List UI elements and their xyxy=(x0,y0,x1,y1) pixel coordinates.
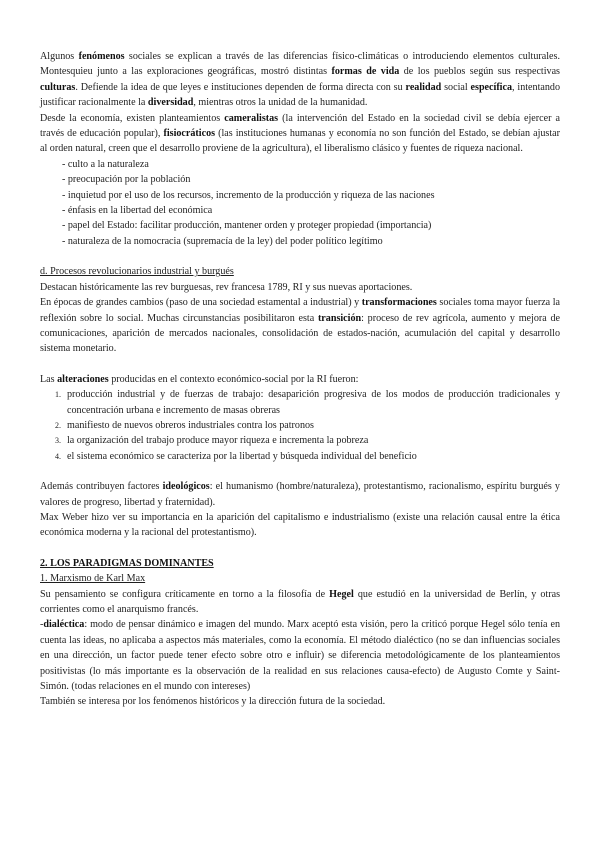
section-d-intro-line: Destacan históricamente las rev burguesas, rev francesa 1789, RI y sus nuevas aportaciones. xyxy=(40,281,413,293)
bold-term: fenómenos xyxy=(78,51,125,62)
marxism-hegel-paragraph: Su pensamiento se configura críticamente en torno a la filosofía de Hegel que estudió en la universidad de Berlín, y otras corrientes como el anarquismo francés. xyxy=(40,588,560,615)
list-item: 3. la organización del trabajo produce mayor riqueza e incrementa la pobreza xyxy=(63,433,560,448)
list-item: - preocupación por la población xyxy=(62,174,191,186)
section-d-heading: d. Procesos revolucionarios industrial y burgués xyxy=(40,266,234,278)
max-weber-paragraph: Max Weber hizo ver su importancia en la aparición del capitalismo e industrialismo (existe una relación causal entre la ética económica moderna y la racional del protestantismo). xyxy=(40,511,560,539)
historical-interest-paragraph: También se interesa por los fenómenos históricos y la dirección futura de la sociedad. xyxy=(40,696,386,708)
list-item: - énfasis en la libertad del económica xyxy=(62,205,213,217)
bold-term: alteraciones xyxy=(57,373,109,385)
economic-points-list xyxy=(40,157,560,249)
bold-term: formas de vida xyxy=(331,66,400,78)
alterations-list xyxy=(40,387,560,464)
list-item: - inquietud por el uso de los recursos, incremento de la producción y riqueza de las naciones xyxy=(62,189,435,201)
bold-term: transición xyxy=(317,312,362,324)
intro-paragraph-economia: Desde la economía, existen planteamientos cameralistas (la intervención del Estado en la sociedad civil se debía ejercer a través de educación popular), fisiocráticos (las instituciones humanas y economía no son función del Estado, se debían ajustar al orden natural, creen que el desarrollo proviene de la agricultura), el liberalismo clásico y fuentes de riqueza nacional. xyxy=(40,112,561,155)
marxism-subheading: 1. Marxismo de Karl Max xyxy=(40,573,146,585)
bold-term: diversidad xyxy=(147,97,194,109)
bold-term: transformaciones xyxy=(361,297,437,309)
list-item: 4. el sistema económico se caracteriza por la libertad y búsqueda individual del beneficio xyxy=(63,449,560,464)
bold-term: específica xyxy=(470,81,513,93)
list-item: - papel del Estado: facilitar producción, mantener orden y proteger propiedad (importancia) xyxy=(62,220,432,232)
bold-term: realidad xyxy=(405,81,442,93)
list-item: 2. manifiesto de nuevos obreros industriales contra los patronos xyxy=(63,418,560,433)
bold-term: dialéctica xyxy=(43,619,85,631)
list-item: - naturaleza de la nomocracia (supremacía de la ley) del poder político legítimo xyxy=(62,235,383,247)
alterations-intro: Las alteraciones producidas en el contexto económico-social por la RI fueron: xyxy=(40,373,359,385)
bold-term: Hegel xyxy=(329,588,354,600)
bold-term: culturas xyxy=(40,81,76,93)
dialectics-paragraph: -dialéctica: modo de pensar dinámico e imagen del mundo. Marx aceptó esta visión, pero la criticó porque Hegel sólo tenía en cuenta las ideas, no aplicaba a aspectos más materiales, como la economía. El método dialéctico (no se dan influencias sociales en una dirección, un factor puede tener efecto sobre otro e influir) se diferencia metodológicamente de los planteamientos positivistas (lo más importante es la observación de la realidad en sus relaciones causa-efecto) de Augusto Comte y Saint-Simón. (todas relaciones en el mundo con intereses) xyxy=(40,619,560,693)
ideological-factors-paragraph: Además contribuyen factores ideológicos: el humanismo (hombre/naturaleza), protestantismo, racionalismo, espíritu burgués y valores de progreso, libertad y fraternidad). xyxy=(40,481,560,508)
section-2-heading: 2. LOS PARADIGMAS DOMINANTES xyxy=(40,557,214,569)
list-item: - culto a la naturaleza xyxy=(62,158,149,170)
intro-paragraph-fenomenos: Algunos fenómenos sociales se explican a través de las diferencias físico-climáticas o introduciendo elementos culturales. Montesquieu junto a las exploraciones geográficas, mostró distintas formas de vida de los pueblos según sus respectivas culturas. Defiende la idea de que leyes e instituciones dependen de forma directa con su realidad social específica, intentando justificar racionalmente la diversidad, mientras otros la unidad de la humanidad. xyxy=(40,51,561,109)
document-page xyxy=(40,49,560,710)
bold-term: fisiocráticos xyxy=(163,128,216,140)
bold-term: cameralistas xyxy=(224,112,279,124)
bold-term: ideológicos xyxy=(162,481,210,493)
section-d-transition-paragraph: En épocas de grandes cambios (paso de una sociedad estamental a industrial) y transformaciones sociales toma mayor fuerza la reflexión sobre lo social. Muchas circunstancias posibilitaron esta transición: proceso de rev agrícola, aumento y mejora de comunicaciones, aparición de mercados nacionales, consolidación de estados-nación, acumulación del capital y desarrollo sistema monetario. xyxy=(40,297,560,355)
list-item: 1. producción industrial y de fuerzas de trabajo: desaparición progresiva de los modos de producción tradicionales y concentración urbana e incremento de masas obreras xyxy=(63,387,560,418)
